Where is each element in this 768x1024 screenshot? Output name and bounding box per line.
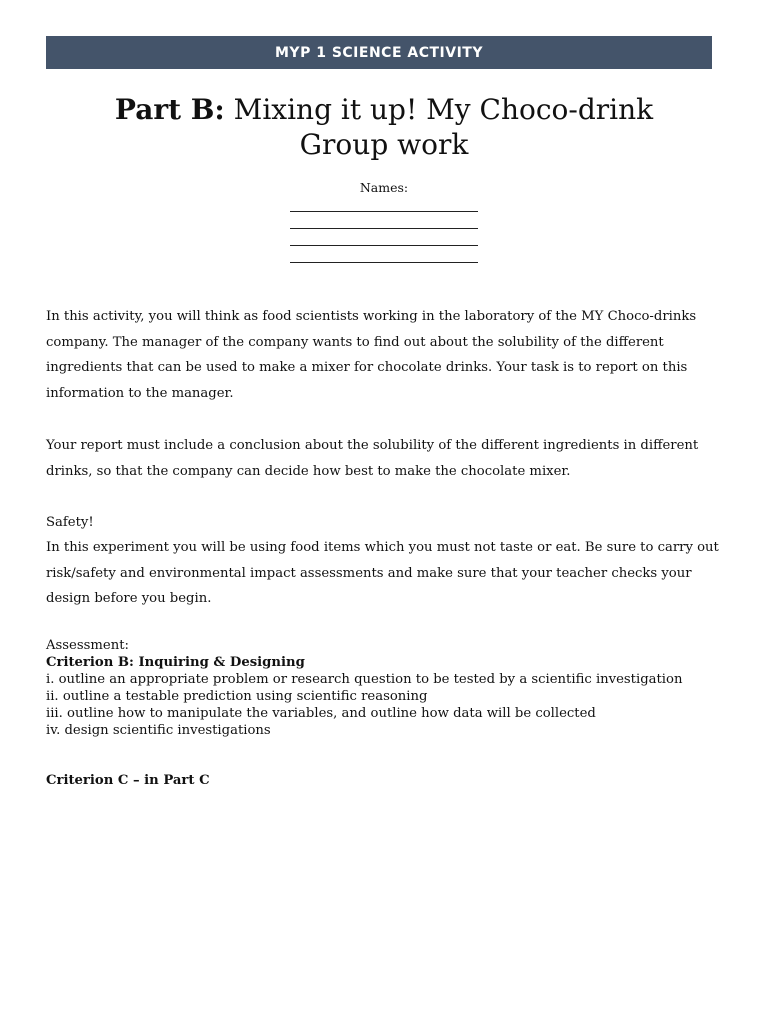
name-line xyxy=(290,211,478,212)
criterion-item: ii. outline a testable prediction using scientific reasoning xyxy=(46,689,428,704)
name-line xyxy=(290,262,478,263)
safety-paragraph: In this experiment you will be using food items which you must not taste or eat. Be sure to carry out risk/safety and environmental impact assessments and make sure that your teacher checks your design before you begin. xyxy=(46,540,719,607)
name-line xyxy=(290,245,478,246)
criterion-c-heading: Criterion C – in Part C xyxy=(46,773,210,788)
criterion-item: i. outline an appropriate problem or research question to be tested by a scientific investigation xyxy=(46,672,683,687)
intro-paragraph: In this activity, you will think as food scientists working in the laboratory of the MY Choco-drinks company. The manager of the company wants to find out about the solubility of the different ingredients that can be used to make a mixer for chocolate drinks. Your task is to report on this information to the manager. xyxy=(46,309,697,402)
assessment-heading: Assessment: xyxy=(46,638,129,653)
assessment-section xyxy=(46,637,736,739)
criterion-item: iii. outline how to manipulate the variables, and outline how data will be collected xyxy=(46,706,596,721)
title-part: Part B: xyxy=(114,93,225,126)
safety-heading: Safety! xyxy=(46,515,94,530)
banner-text: MYP 1 SCIENCE ACTIVITY xyxy=(275,44,483,61)
name-line xyxy=(290,228,478,229)
header-banner xyxy=(46,36,712,69)
criterion-item: iv. design scientific investigations xyxy=(46,723,271,738)
title-main: Mixing it up! My Choco-drink xyxy=(224,93,654,126)
criterion-b-heading: Criterion B: Inquiring & Designing xyxy=(46,655,305,670)
page-title xyxy=(46,92,722,162)
names-label: Names: xyxy=(359,180,409,195)
report-paragraph: Your report must include a conclusion about the solubility of the different ingredients in different drinks, so that the company can decide how best to make the chocolate mixer. xyxy=(46,438,699,479)
title-line2: Group work xyxy=(299,128,469,161)
